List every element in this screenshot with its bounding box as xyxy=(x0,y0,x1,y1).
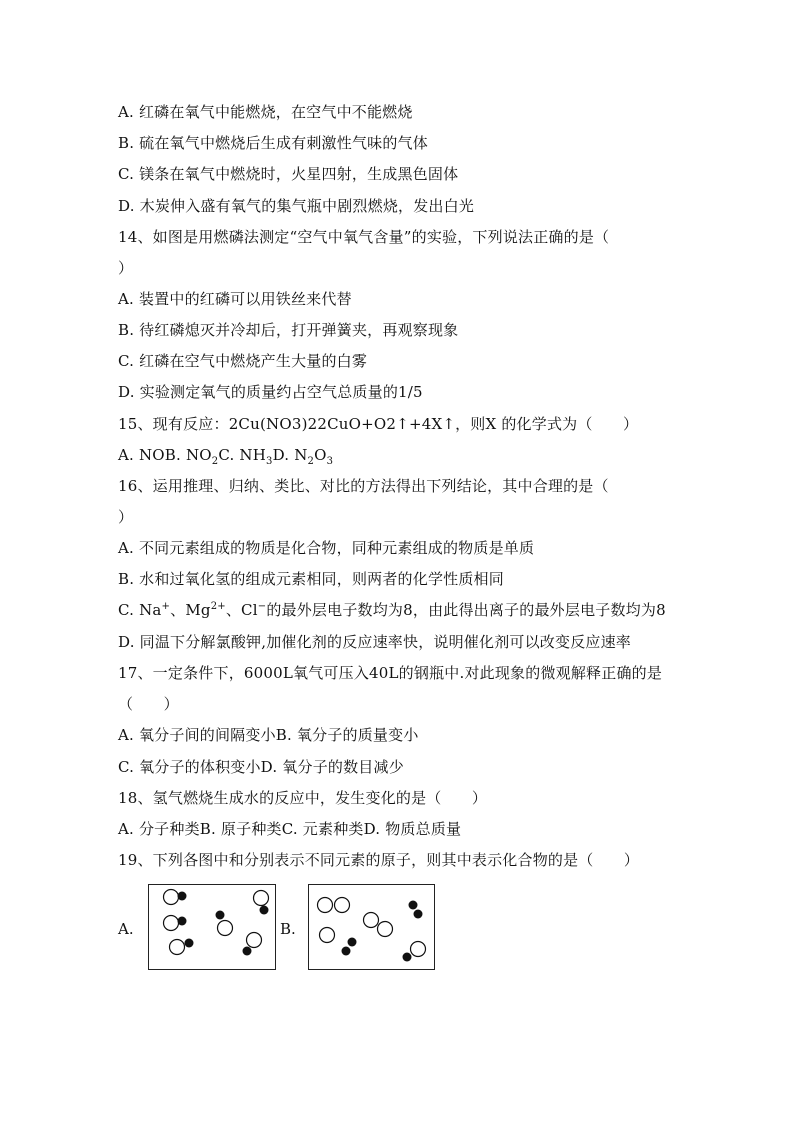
q16-c-sup3: − xyxy=(257,601,267,612)
q16-c-part4: 的最外层电子数均为8，由此得出离子的最外层电子数均为8 xyxy=(266,601,666,619)
q16-option-a: A. 不同元素组成的物质是化合物，同种元素组成的物质是单质 xyxy=(118,539,535,557)
q14-stem-cont: ） xyxy=(118,259,134,277)
q16-stem-cont: ） xyxy=(118,508,134,526)
q16-option-b: B. 水和过氧化氢的组成元素相同，则两者的化学性质相同 xyxy=(118,570,504,588)
q13-option-d: D. 木炭伸入盛有氧气的集气瓶中剧烈燃烧，发出白光 xyxy=(118,197,475,215)
q16-c-part2: 、Mg xyxy=(170,601,211,619)
q14-stem: 14、如图是用燃磷法测定“空气中氧气含量”的实验，下列说法正确的是（ xyxy=(118,228,610,246)
q16-c-part3: 、Cl xyxy=(225,601,258,619)
q16-option-c xyxy=(118,600,666,620)
figure-b-molecules xyxy=(309,885,434,969)
q17-options-cd: C. 氧分子的体积变小D. 氧分子的数目减少 xyxy=(118,758,404,776)
q19-label-a: A. xyxy=(118,920,134,938)
q15-opt-mid: C. NH xyxy=(218,446,267,464)
q18-options: A. 分子种类B. 原子种类C. 元素种类D. 物质总质量 xyxy=(118,820,462,838)
q19-figure-b xyxy=(308,884,435,970)
q15-sub4: 3 xyxy=(326,456,334,467)
q14-option-a: A. 装置中的红磷可以用铁丝来代替 xyxy=(118,290,352,308)
q17-stem: 17、一定条件下，6000L氧气可压入40L的钢瓶中.对此现象的微观解释正确的是 xyxy=(118,664,663,682)
q19-stem: 19、下列各图中和分别表示不同元素的原子，则其中表示化合物的是（ ） xyxy=(118,851,640,869)
q16-option-d: D. 同温下分解氯酸钾,加催化剂的反应速率快，说明催化剂可以改变反应速率 xyxy=(118,633,631,651)
q17-stem-cont: （ ） xyxy=(118,695,179,713)
q13-option-b: B. 硫在氧气中燃烧后生成有刺激性气味的气体 xyxy=(118,134,428,152)
q15-opt-mid2: D. N xyxy=(272,446,308,464)
q14-option-d: D. 实验测定氧气的质量约占空气总质量的1/5 xyxy=(118,383,423,401)
q14-option-b: B. 待红磷熄灭并冷却后，打开弹簧夹，再观察现象 xyxy=(118,321,459,339)
q15-sub3: 2 xyxy=(307,456,315,467)
q14-option-c: C. 红磷在空气中燃烧产生大量的白雾 xyxy=(118,352,368,370)
q16-stem: 16、运用推理、归纳、类比、对比的方法得出下列结论，其中合理的是（ xyxy=(118,477,609,495)
figure-a-molecules xyxy=(149,885,275,969)
q15-stem: 15、现有反应：2Cu(NO3)22CuO+O2↑+4X↑，则X 的化学式为（ ） xyxy=(118,415,639,433)
q16-c-part1: C. Na xyxy=(118,601,162,619)
q18-stem: 18、氢气燃烧生成水的反应中，发生变化的是（ ） xyxy=(118,789,488,807)
q13-option-c: C. 镁条在氧气中燃烧时，火星四射，生成黑色固体 xyxy=(118,165,459,183)
q17-options-ab: A. 氧分子间的间隔变小B. 氧分子的质量变小 xyxy=(118,726,419,744)
q15-sub2: 3 xyxy=(266,456,273,467)
q15-opt-prefix: A. NOB. NO xyxy=(118,446,212,464)
q19-label-b: B. xyxy=(280,920,296,938)
q19-figure-a xyxy=(148,884,276,970)
q13-option-a: A. 红磷在氧气中能燃烧，在空气中不能燃烧 xyxy=(118,103,413,121)
q15-options xyxy=(118,445,333,465)
q16-c-sup2: 2+ xyxy=(210,601,226,612)
q15-sub1: 2 xyxy=(211,456,219,467)
q15-opt-end: O xyxy=(314,446,327,464)
q16-c-sup1: + xyxy=(161,601,171,612)
